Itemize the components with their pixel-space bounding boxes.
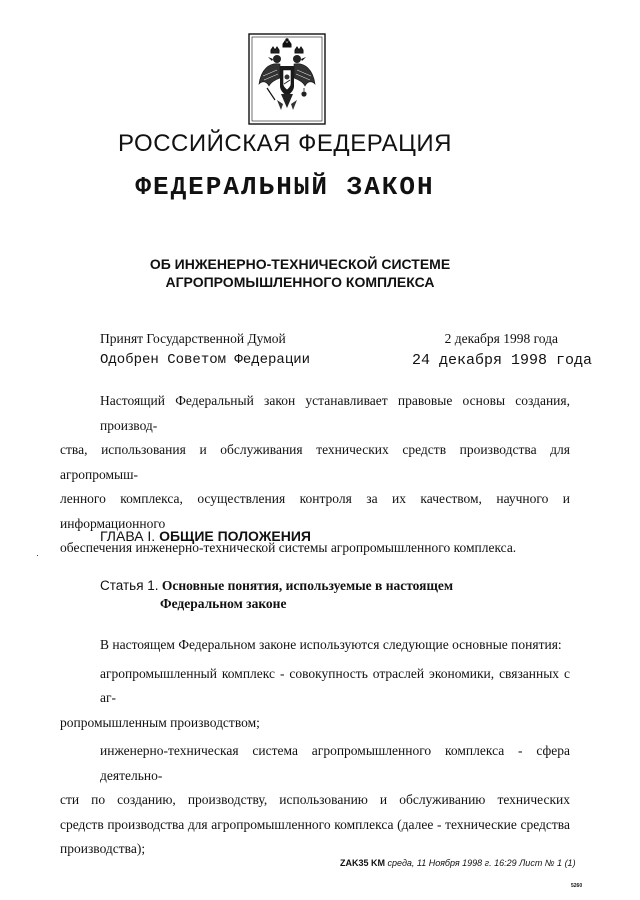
preamble-line: ленного комплекса, осуществления контроля за их качеством, научного и информационного — [60, 491, 570, 531]
document-type: ФЕДЕРАЛЬНЫЙ ЗАКОН — [135, 172, 435, 202]
footer-code: ZAK35 KM — [340, 858, 386, 868]
chapter-label: ГЛАВА I. — [100, 528, 156, 544]
chapter-heading — [100, 528, 311, 544]
law-title-line-1: ОБ ИНЖЕНЕРНО-ТЕХНИЧЕСКОЙ СИСТЕМЕ — [149, 256, 451, 272]
council-approval-label: Одобрен Советом Федерации — [100, 352, 311, 368]
country-name-text: РОССИЙСКАЯ ФЕДЕРАЦИЯ — [118, 130, 452, 157]
definition-line: сти по созданию, производству, использованию и обслуживанию технических — [60, 792, 570, 807]
definition-line: производства); — [60, 841, 146, 856]
definition-line: средств производства для агропромышленного комплекса (далее - технические средства — [60, 816, 570, 832]
emblem-frame — [247, 32, 327, 126]
country-name — [0, 130, 570, 158]
footer-stamp — [340, 858, 576, 868]
page-code: 5260 — [571, 883, 583, 889]
preamble-line: ства, использования и обслуживания технических средств производства для агропромыш- — [60, 442, 570, 482]
article-label: Статья 1. — [100, 578, 159, 593]
law-title — [0, 255, 600, 291]
definition-line: инженерно-техническая система агропромышленного комплекса - сфера деятельно- — [100, 743, 570, 783]
preamble-line: Настоящий Федеральный закон устанавливает правовые основы создания, производ- — [100, 393, 570, 433]
duma-adoption-label: Принят Государственной Думой — [100, 331, 286, 346]
article-title-line-1: Основные понятия, используемые в настоящем — [161, 578, 454, 593]
council-approval-date: 24 декабря 1998 года — [411, 352, 592, 369]
definition-line: ропромышленным производством; — [60, 714, 260, 730]
footer-timestamp: среда, 11 Ноября 1998 г. 16:29 Лист № 1 (1) — [387, 858, 576, 868]
preamble-line: обеспечения инженерно-технической системы агропромышленного комплекса. — [60, 540, 517, 555]
definitions — [60, 633, 570, 862]
russian-double-headed-eagle-emblem — [247, 32, 327, 126]
scan-speck — [37, 555, 38, 556]
duma-adoption-date: 2 декабря 1998 года — [444, 331, 558, 346]
article-heading — [100, 577, 453, 613]
chapter-title: ОБЩИЕ ПОЛОЖЕНИЯ — [159, 528, 311, 544]
law-title-line-2: АГРОПРОМЫШЛЕННОГО КОМПЛЕКСА — [165, 274, 435, 290]
definitions-intro: В настоящем Федеральном законе используются следующие основные понятия: — [100, 637, 562, 652]
definition-line: агропромышленный комплекс - совокупность отраслей экономики, связанных с аг- — [100, 665, 570, 705]
article-title-line-2: Федеральном законе — [160, 596, 287, 611]
